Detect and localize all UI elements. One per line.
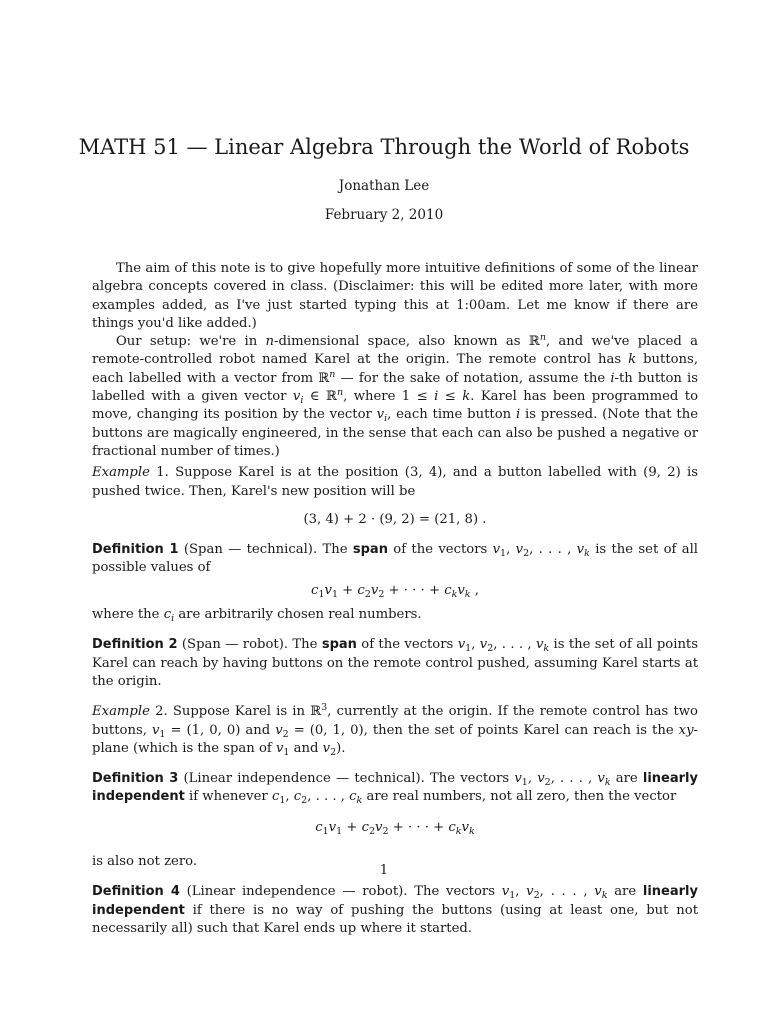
page-title: MATH 51 — Linear Algebra Through the World of Robots [78, 135, 690, 159]
intro-paragraph: The aim of this note is to give hopefully more intuitive definitions of some of the linear algebra concepts covered in class. (Disclaimer: this will be edited more later, with more examples added, as I've just started typing this at 1:00am. Let me know if there are things you'd like added.) [92, 261, 698, 331]
example-2: Example 2. Suppose Karel is in ℝ$^3$, currently at the origin. If the remote control has two buttons, $v_1 = (1$, 0, 0) and $v_2 = (0$, 1, 0), then the set of points Karel can reach is the xy-plane (which is the span of $v_1$ and $v_2$). [92, 702, 699, 758]
author: Jonathan Lee [338, 178, 430, 194]
definition-3-equation: $c_1v_1 + c_2v_2$ + · · · + $c_kv_k$ [315, 819, 475, 837]
definition-3-note: is also not zero. [92, 854, 198, 870]
definition-1: Definition 1 (Span — technical). The span of the vectors $v_1$, $v_2$, . . . , $v_k$ is the set of all possible values of [92, 542, 699, 576]
definition-4: Definition 4 (Linear independence — robot). The vectors $v_1$, $v_2$, . . . , $v_k$ are linearly independent if there is no way of pushing the buttons (using at least one, but not necessarily all) such that Karel ends up where it started. [92, 884, 698, 936]
definition-1-equation: $c_1v_1 + c_2v_2$ + · · · + $c_kv_k$ , [311, 582, 479, 600]
page-number: 1 [379, 863, 389, 878]
definition-3: Definition 3 (Linear independence — technical). The vectors $v_1$, $v_2$, . . . , $v_k$ are linearly independent if whenever $c_1$, $c_2$, . . . , $c_k$ are real numbers, not all zero, then the vector [92, 771, 698, 807]
example-1: Example 1. Suppose Karel is at the position (3, 4), and a button labelled with (9, 2) is pushed twice. Then, Karel's new position will be [92, 465, 698, 499]
setup-paragraph: Our setup: we're in n-dimensional space, also known as ℝ$^n$, and we've placed a remote-controlled robot named Karel at the origin. The remote control has k buttons, each labelled with a vector from ℝ$^n$ — for the sake of notation, assume the i-th button is labelled with a given vector $v_i$ ∈ ℝ$^n$, where 1 ≤ i ≤ k. Karel has been programmed to move, changing its position by the vector $v_i$, each time button i is pressed. (Note that the buttons are magically engineered, in the sense that each can also be pushed a negative or fractional number of times.) [92, 332, 699, 459]
example-1-equation: (3, 4) + 2 · (9, 2) = (21, 8) . [303, 511, 487, 527]
definition-1-note: where the $c_i$ are arbitrarily chosen real numbers. [92, 607, 422, 625]
body-text [92, 260, 698, 938]
definition-2: Definition 2 (Span — robot). The span of the vectors $v_1$, $v_2$, . . . , $v_k$ is the set of all points Karel can reach by having buttons on the remote control pushed, assuming Karel starts at the origin. [92, 637, 699, 689]
date: February 2, 2010 [324, 207, 444, 223]
